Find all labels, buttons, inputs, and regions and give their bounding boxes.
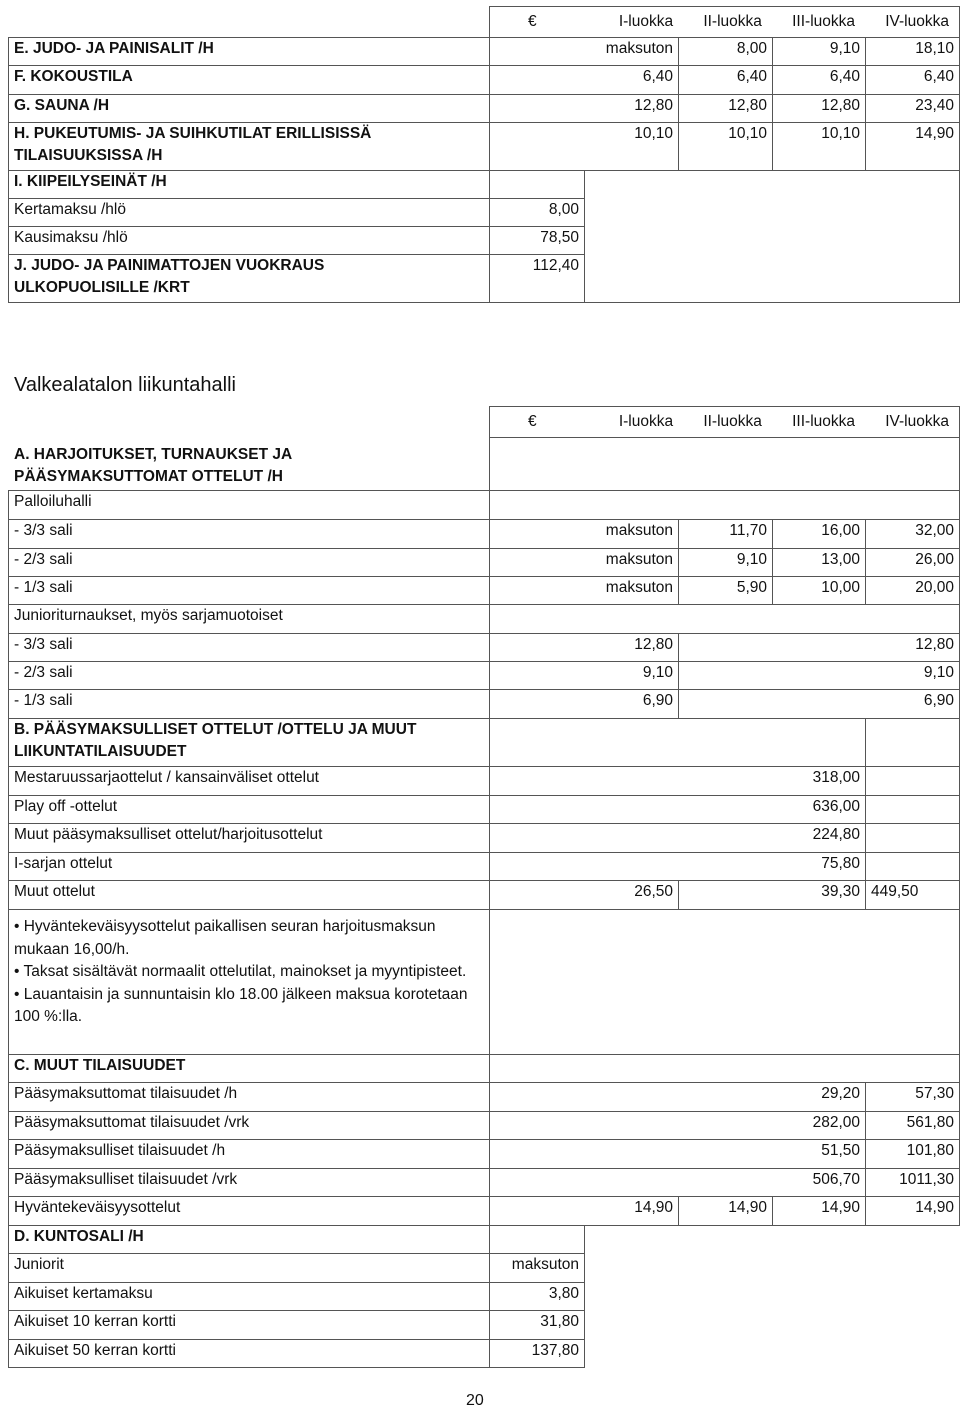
cell-value: 8,00	[679, 38, 773, 66]
cell-value: 561,80	[866, 1112, 960, 1140]
col-iii-luokka: III-luokka	[792, 413, 855, 430]
row-label: Aikuiset 50 kerran kortti	[9, 1340, 490, 1368]
col-iv-luokka: IV-luokka	[885, 413, 949, 430]
col-ii-luokka: II-luokka	[703, 13, 762, 30]
cell-value: 12,80	[679, 95, 773, 123]
row-label: G. SAUNA /H	[9, 95, 490, 123]
col-i-luokka: I-luokka	[618, 413, 674, 430]
cell-value: 112,40	[490, 255, 585, 303]
cell-value: 506,70	[490, 1169, 866, 1197]
row-label: Play off -ottelut	[9, 796, 490, 824]
table-row	[9, 549, 960, 577]
cell-value: 6,40	[866, 66, 960, 95]
table-row	[9, 1140, 960, 1169]
section-title: Valkealatalon liikuntahalli	[14, 374, 236, 396]
table-row	[9, 690, 960, 719]
cell-value: maksuton	[490, 1254, 585, 1283]
cell-value: 9,10	[490, 662, 679, 690]
row-label: J. JUDO- JA PAINIMATTOJEN VUOKRAUS ULKOPUOLISILLE /KRT	[9, 255, 490, 303]
table-row	[9, 767, 960, 796]
section-b-title: B. PÄÄSYMAKSULLISET OTTELUT /OTTELU JA MUUT LIIKUNTATILAISUUDET	[9, 719, 490, 767]
cell-value: 636,00	[490, 796, 866, 824]
row-label: Aikuiset 10 kerran kortti	[9, 1311, 490, 1340]
cell-value: 75,80	[490, 853, 866, 881]
cell-value: 14,90	[866, 123, 960, 171]
row-label: Muut pääsymaksulliset ottelut/harjoitusottelut	[9, 824, 490, 853]
cell-value: 78,50	[490, 227, 585, 255]
row-label: Mestaruussarjaottelut / kansainväliset ottelut	[9, 767, 490, 796]
cell-value: 101,80	[866, 1140, 960, 1169]
row-label: - 3/3 sali	[9, 520, 490, 549]
col-ii-luokka: II-luokka	[703, 413, 762, 430]
cell-value: 6,40	[773, 66, 866, 95]
table-row	[9, 95, 960, 123]
col-i-luokka: I-luokka	[618, 13, 674, 30]
table-row	[9, 634, 960, 662]
row-label: Pääsymaksulliset tilaisuudet /h	[9, 1140, 490, 1169]
cell-value: 449,50	[866, 881, 960, 910]
row-label: H. PUKEUTUMIS- JA SUIHKUTILAT ERILLISISSÄ TILAISUUKSISSA /H	[9, 123, 490, 171]
note-item: • Lauantaisin ja sunnuntaisin klo 18.00 jälkeen maksua korotetaan 100 %:lla.	[14, 984, 478, 1029]
cell-value: 20,00	[866, 577, 960, 605]
page-number: 20	[466, 1392, 484, 1409]
cell-value: 39,30	[679, 881, 866, 910]
row-label: - 1/3 sali	[9, 577, 490, 605]
row-label: Pääsymaksuttomat tilaisuudet /vrk	[9, 1112, 490, 1140]
row-label: Muut ottelut	[9, 881, 490, 910]
cell-value: maksuton	[490, 520, 679, 549]
table-row	[9, 824, 960, 853]
cell-value: 137,80	[490, 1340, 585, 1368]
row-label: Juniorit	[9, 1254, 490, 1283]
table-row	[9, 796, 960, 824]
table-header-row	[9, 7, 960, 38]
table-row	[9, 1112, 960, 1140]
col-iv-luokka: IV-luokka	[885, 13, 949, 30]
row-label: Aikuiset kertamaksu	[9, 1283, 490, 1311]
cell-value: maksuton	[490, 38, 679, 66]
cell-value: 9,10	[679, 549, 773, 577]
cell-value: 1011,30	[866, 1169, 960, 1197]
table-row	[9, 1083, 960, 1112]
table-row	[9, 1169, 960, 1197]
pricing-table-top	[8, 6, 960, 303]
note-item: • Taksat sisältävät normaalit ottelutilat, mainokset ja myyntipisteet.	[14, 961, 478, 984]
cell-value: 12,80	[773, 95, 866, 123]
row-label: Junioriturnaukset, myös sarjamuotoiset	[9, 605, 490, 634]
col-iii-luokka: III-luokka	[792, 13, 855, 30]
table-row	[9, 1055, 960, 1083]
row-label: I. KIIPEILYSEINÄT /H	[9, 171, 490, 199]
row-label: - 3/3 sali	[9, 634, 490, 662]
cell-value: 10,00	[773, 577, 866, 605]
row-label: - 1/3 sali	[9, 690, 490, 719]
row-label: Kausimaksu /hlö	[9, 227, 490, 255]
row-label: - 2/3 sali	[9, 662, 490, 690]
table-row	[9, 881, 960, 910]
cell-value: 6,40	[490, 66, 679, 95]
row-label: F. KOKOUSTILA	[9, 66, 490, 95]
pricing-table-valkealatalo	[8, 406, 960, 1368]
cell-value: maksuton	[490, 577, 679, 605]
table-row	[9, 577, 960, 605]
cell-value: 12,80	[679, 634, 960, 662]
row-label: Pääsymaksuttomat tilaisuudet /h	[9, 1083, 490, 1112]
cell-value: 57,30	[866, 1083, 960, 1112]
currency-euro: €	[528, 13, 537, 30]
cell-value: 6,90	[679, 690, 960, 719]
cell-value: 14,90	[773, 1197, 866, 1226]
table-row	[9, 171, 960, 199]
cell-value: 10,10	[773, 123, 866, 171]
cell-value: 11,70	[679, 520, 773, 549]
table-header-row	[9, 407, 960, 438]
cell-value: 3,80	[490, 1283, 585, 1311]
cell-value: 14,90	[490, 1197, 679, 1226]
table-row	[9, 38, 960, 66]
cell-value: 26,50	[490, 881, 679, 910]
row-label: Palloiluhalli	[9, 491, 490, 520]
cell-value: 31,80	[490, 1311, 585, 1340]
cell-value: 6,90	[490, 690, 679, 719]
table-row	[9, 1197, 960, 1226]
cell-value: 8,00	[490, 199, 585, 227]
cell-value: 10,10	[490, 123, 679, 171]
cell-value: 18,10	[866, 38, 960, 66]
row-label: - 2/3 sali	[9, 549, 490, 577]
row-label: I-sarjan ottelut	[9, 853, 490, 881]
table-row	[9, 719, 960, 767]
section-d-title: D. KUNTOSALI /H	[9, 1226, 490, 1254]
table-row	[9, 1226, 960, 1254]
cell-value: 14,90	[866, 1197, 960, 1226]
cell-value: 14,90	[679, 1197, 773, 1226]
table-row	[9, 520, 960, 549]
cell-value: 282,00	[490, 1112, 866, 1140]
table-row	[9, 853, 960, 881]
note-item: • Hyväntekeväisyysottelut paikallisen seuran harjoitusmaksun mukaan 16,00/h.	[14, 916, 478, 961]
table-row	[9, 66, 960, 95]
cell-value: 9,10	[773, 38, 866, 66]
cell-value: 29,20	[490, 1083, 866, 1112]
cell-value: 51,50	[490, 1140, 866, 1169]
cell-value: 16,00	[773, 520, 866, 549]
cell-value: 5,90	[679, 577, 773, 605]
table-row	[9, 605, 960, 634]
cell-value: 6,40	[679, 66, 773, 95]
cell-value: 224,80	[490, 824, 866, 853]
cell-value: 26,00	[866, 549, 960, 577]
section-c-title: C. MUUT TILAISUUDET	[9, 1055, 490, 1083]
currency-euro: €	[528, 413, 537, 430]
row-label: Pääsymaksulliset tilaisuudet /vrk	[9, 1169, 490, 1197]
cell-value: 12,80	[490, 634, 679, 662]
cell-value: 32,00	[866, 520, 960, 549]
cell-value: maksuton	[490, 549, 679, 577]
table-row	[9, 662, 960, 690]
section-a-title: A. HARJOITUKSET, TURNAUKSET JA PÄÄSYMAKSUTTOMAT OTTELUT /H	[14, 446, 292, 485]
notes-list	[14, 916, 484, 1029]
cell-value: 23,40	[866, 95, 960, 123]
cell-value: 9,10	[679, 662, 960, 690]
row-label: Kertamaksu /hlö	[9, 199, 490, 227]
cell-value: 318,00	[490, 767, 866, 796]
table-row	[9, 491, 960, 520]
cell-value: 10,10	[679, 123, 773, 171]
row-label: Hyväntekeväisyysottelut	[9, 1197, 490, 1226]
notes-row	[9, 910, 960, 1055]
row-label: E. JUDO- JA PAINISALIT /H	[9, 38, 490, 66]
cell-value: 13,00	[773, 549, 866, 577]
table-row	[9, 123, 960, 171]
cell-value: 12,80	[490, 95, 679, 123]
